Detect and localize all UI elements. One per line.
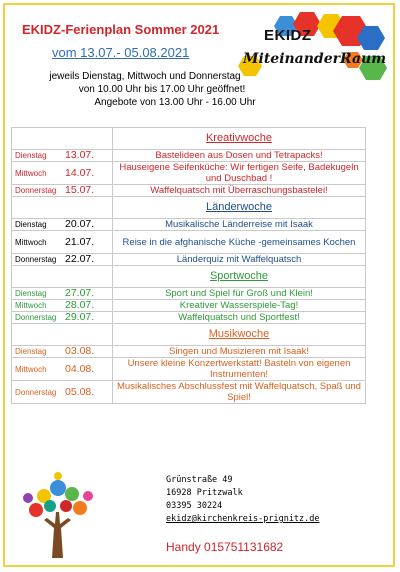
date-label: 28.07. <box>65 299 95 311</box>
weekday-label: Mittwoch <box>15 301 47 310</box>
contact-block <box>166 474 320 526</box>
weekday-label: Dienstag <box>15 347 47 356</box>
weekday-label: Mittwoch <box>15 237 47 247</box>
section-title-text: Sportwoche <box>209 270 269 282</box>
logo-wordmark: EKIDZ <box>264 27 312 44</box>
activity-cell: Sport und Spiel für Groß und Klein! <box>113 288 366 300</box>
section-title-text: Kreativwoche <box>205 132 273 144</box>
weekday-label: Mittwoch <box>15 364 47 374</box>
weekday-label: Donnerstag <box>15 313 57 322</box>
contact-street: Grünstraße 49 <box>166 475 233 485</box>
plan-day-cell <box>12 254 113 266</box>
activity-cell: Unsere kleine Konzertwerkstatt! Basteln von eigenen Instrumenten! <box>113 358 366 381</box>
section-title <box>113 324 366 346</box>
plan-row <box>12 346 366 358</box>
opening-hours <box>20 70 270 109</box>
activity-cell: Kreativer Wasserspiele-Tag! <box>113 300 366 312</box>
activity-cell: Musikalisches Abschlussfest mit Waffelquatsch, Spaß und Spiel! <box>113 381 366 404</box>
plan-row <box>12 185 366 197</box>
plan-day-cell <box>12 312 113 324</box>
section-header-row <box>12 197 366 219</box>
date-label: 20.07. <box>65 218 95 230</box>
section-header-row <box>12 266 366 288</box>
handprint-tree-icon <box>14 472 100 558</box>
section-title <box>113 128 366 150</box>
section-header-spacer <box>12 324 113 346</box>
section-header-row <box>12 128 366 150</box>
plan-day-cell <box>12 381 113 404</box>
activity-cell: Länderquiz mit Waffelquatsch <box>113 254 366 266</box>
activity-cell: Waffelquatsch und Sportfest! <box>113 312 366 324</box>
section-title-text: Musikwoche <box>208 328 270 340</box>
date-label: 15.07. <box>65 184 95 196</box>
page-title: EKIDZ-Ferienplan Sommer 2021 <box>22 22 220 37</box>
intro-line-1: jeweils Dienstag, Mittwoch und Donnerstag <box>49 71 241 82</box>
plan-day-cell <box>12 346 113 358</box>
contact-phone: 03395 30224 <box>166 501 223 511</box>
weekday-label: Dienstag <box>15 289 47 298</box>
plan-row <box>12 162 366 185</box>
date-label: 13.07. <box>65 149 95 161</box>
plan-day-cell <box>12 150 113 162</box>
date-label: 03.08. <box>65 345 95 357</box>
section-title <box>113 197 366 219</box>
date-label: 04.08. <box>65 362 95 375</box>
plan-row <box>12 288 366 300</box>
weekday-label: Donnerstag <box>15 186 57 195</box>
date-label: 22.07. <box>65 253 95 265</box>
date-label: 05.08. <box>65 385 95 398</box>
plan-row <box>12 219 366 231</box>
plan-day-cell <box>12 300 113 312</box>
plan-day-cell <box>12 162 113 185</box>
activity-cell: Hauseigene Seifenküche: Wir fertigen Seife, Badekugeln und Duschbad ! <box>113 162 366 185</box>
section-header-spacer <box>12 197 113 219</box>
plan-day-cell <box>12 231 113 254</box>
plan-day-cell <box>12 288 113 300</box>
weekday-label: Dienstag <box>15 151 47 160</box>
holiday-plan-table <box>11 127 366 404</box>
section-header-spacer <box>12 128 113 150</box>
date-label: 29.07. <box>65 311 95 323</box>
intro-line-3: Angebote von 13.00 Uhr - 16.00 Uhr <box>94 97 256 108</box>
activity-cell: Bastelideen aus Dosen und Tetrapacks! <box>113 150 366 162</box>
activity-cell: Waffelquatsch mit Überraschungsbastelei! <box>113 185 366 197</box>
plan-day-cell <box>12 185 113 197</box>
plan-day-cell <box>12 358 113 381</box>
plan-row <box>12 381 366 404</box>
contact-city: 16928 Pritzwalk <box>166 488 243 498</box>
date-range: vom 13.07.- 05.08.2021 <box>52 45 190 60</box>
activity-cell: Singen und Musizieren mit Isaak! <box>113 346 366 358</box>
logo-script: MiteinanderRaum <box>243 51 387 67</box>
activity-cell: Musikalische Länderreise mit Isaak <box>113 219 366 231</box>
section-header-spacer <box>12 266 113 288</box>
activity-cell: Reise in die afghanische Küche -gemeinsames Kochen <box>113 231 366 254</box>
plan-row <box>12 300 366 312</box>
weekday-label: Donnerstag <box>15 387 57 397</box>
plan-row <box>12 254 366 266</box>
hexagon-cluster-logo-icon <box>236 12 392 82</box>
plan-row <box>12 312 366 324</box>
contact-email-link[interactable]: ekidz@kirchenkreis-prignitz.de <box>166 514 320 524</box>
section-title-text: Länderwoche <box>205 201 273 213</box>
date-label: 21.07. <box>65 235 95 248</box>
plan-row <box>12 150 366 162</box>
plan-row <box>12 358 366 381</box>
date-label: 14.07. <box>65 166 95 179</box>
plan-row <box>12 231 366 254</box>
plan-day-cell <box>12 219 113 231</box>
weekday-label: Mittwoch <box>15 168 47 178</box>
section-title <box>113 266 366 288</box>
weekday-label: Donnerstag <box>15 255 57 264</box>
section-header-row <box>12 324 366 346</box>
weekday-label: Dienstag <box>15 220 47 229</box>
intro-line-2: von 10.00 Uhr bis 17.00 Uhr geöffnet! <box>78 84 246 95</box>
mobile-number: Handy 015751131682 <box>166 540 284 554</box>
date-label: 27.07. <box>65 287 95 299</box>
